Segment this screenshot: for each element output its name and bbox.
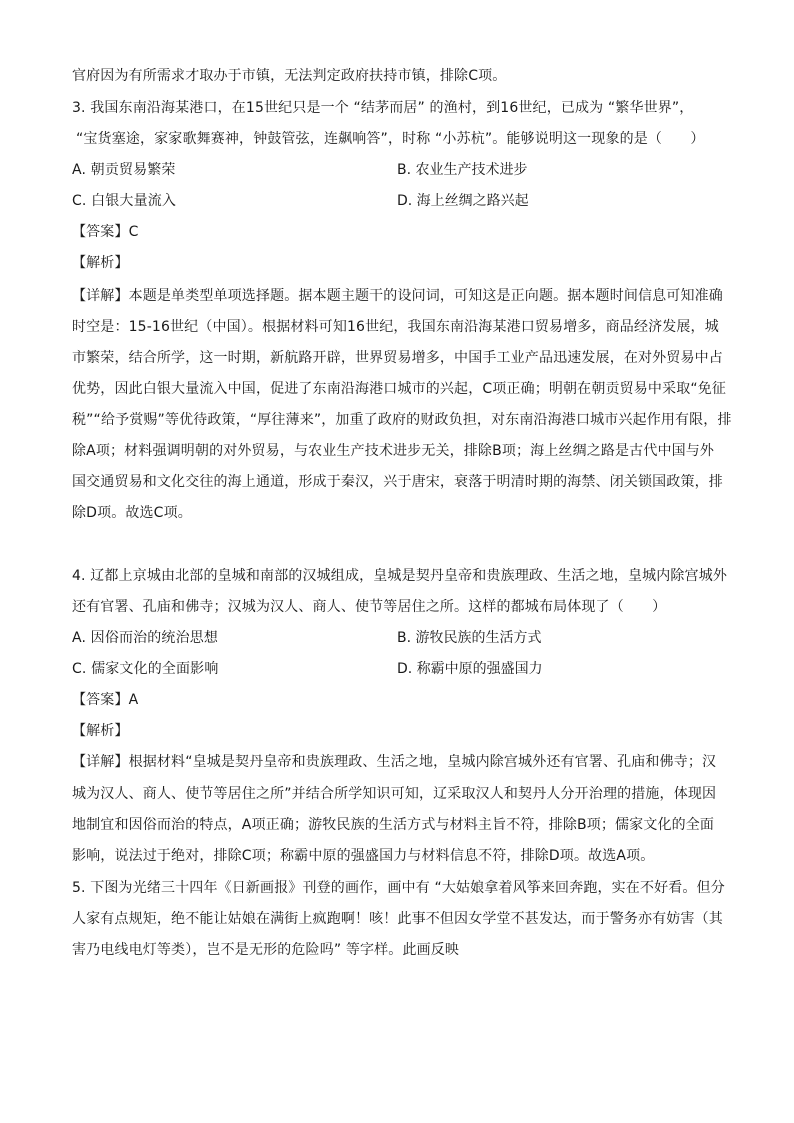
q3-explanation-line: 除D项。故选C项。	[72, 505, 192, 521]
q4-stem-line: 还有官署、孔庙和佛寺；汉城为汉人、商人、使节等居住之所。这样的都城布局体现了（ ）	[72, 599, 667, 615]
q3-answer: 【答案】C	[72, 224, 139, 240]
q3-option-c: C. 白银大量流入	[72, 193, 177, 209]
q3-analysis-label: 【解析】	[72, 255, 129, 271]
q3-option-b: B. 农业生产技术进步	[397, 162, 528, 178]
q4-option-d: D. 称霸中原的强盛国力	[397, 661, 543, 677]
q3-option-a: A. 朝贡贸易繁荣	[72, 162, 176, 178]
q4-stem-line: 4. 辽都上京城由北部的皇城和南部的汉城组成，皇城是契丹皇帝和贵族理政、生活之地，皇城内除宫城外	[72, 568, 728, 584]
q4-analysis-label: 【解析】	[72, 723, 129, 739]
q4-option-c: C. 儒家文化的全面影响	[72, 661, 219, 677]
q4-explanation-line: 地制宜和因俗而治的特点，A项正确；游牧民族的生活方式与材料主旨不符，排除B项；儒家文化的全面	[72, 817, 715, 833]
q3-stem-line: 3. 我国东南沿海某港口，在15世纪只是一个 “结茅而居” 的渔村，到16世纪，已成为 “繁华世界”，	[72, 100, 694, 116]
q4-answer: 【答案】A	[72, 692, 139, 708]
q3-explanation-line: 时空是：15-16世纪（中国）。根据材料可知16世纪，我国东南沿海某港口贸易增多，商品经济发展，城	[72, 319, 719, 335]
q5-stem-line: 5. 下图为光绪三十四年《日新画报》刊登的画作，画中有 “大姑娘拿着风筝来回奔跑，实在不好看。但分	[72, 880, 725, 896]
q3-explanation-line: 【详解】本题是单类型单项选择题。据本题主题干的设问词，可知这是正向题。据本题时间信息可知准确	[72, 288, 723, 304]
q4-explanation-line: 影响，说法过于绝对，排除C项；称霸中原的强盛国力与材料信息不符，排除D项。故选A项。	[72, 848, 655, 864]
q3-option-d: D. 海上丝绸之路兴起	[397, 193, 529, 209]
intro-line: 官府因为有所需求才取办于市镇，无法判定政府扶持市镇，排除C项。	[72, 68, 507, 84]
q4-explanation-line: 城为汉人、商人、使节等居住之所”并结合所学知识可知，辽采取汉人和契丹人分开治理的措施，体现因	[72, 786, 717, 802]
q5-stem-line: 害乃电线电灯等类），岂不是无形的危险吗” 等字样。此画反映	[72, 942, 460, 958]
q3-explanation-line: 除A项；材料强调明朝的对外贸易，与农业生产技术进步无关，排除B项；海上丝绸之路是古代中国与外	[72, 443, 715, 459]
q3-explanation-line: 税”“给予赏赐”等优待政策，“厚往薄来”，加重了政府的财政负担，对东南沿海港口城市兴起作用有限，排	[72, 412, 732, 428]
q5-stem-line: 人家有点规矩，绝不能让姑娘在满街上疯跑啊！咳！此事不但因女学堂不甚发达，而于警务亦有妨害（其	[72, 911, 723, 927]
q3-explanation-line: 国交通贸易和文化交往的海上通道，形成于秦汉，兴于唐宋，衰落于明清时期的海禁、闭关锁国政策，排	[72, 474, 723, 490]
q4-option-a: A. 因俗而治的统治思想	[72, 630, 219, 646]
q3-explanation-line: 优势，因此白银大量流入中国，促进了东南沿海港口城市的兴起，C项正确；明朝在朝贡贸易中采取“免征	[72, 381, 727, 397]
q4-option-b: B. 游牧民族的生活方式	[397, 630, 542, 646]
q3-explanation-line: 市繁荣，结合所学，这一时期，新航路开辟，世界贸易增多，中国手工业产品迅速发展，在对外贸易中占	[72, 350, 723, 366]
q4-explanation-line: 【详解】根据材料“皇城是契丹皇帝和贵族理政、生活之地，皇城内除宫城外还有官署、孔庙和佛寺；汉	[72, 754, 717, 770]
q3-stem-line: “宝货塞途，家家歌舞赛神，钟鼓管弦，连飙响答”，时称 “小苏杭”。能够说明这一现象的是（ ）	[76, 131, 705, 147]
